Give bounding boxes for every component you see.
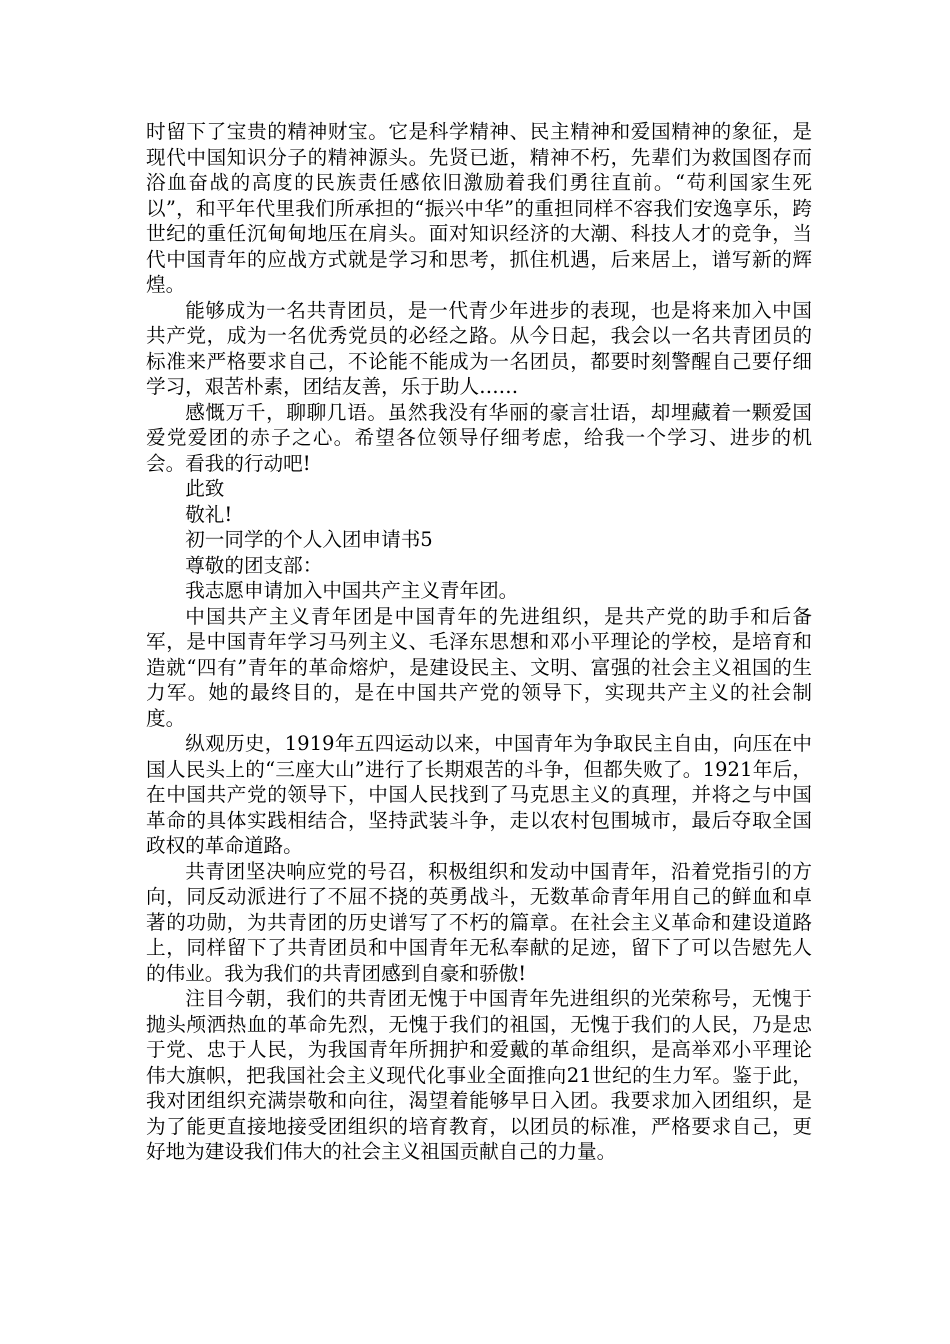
paragraph-conclusion: 感慨万千，聊聊几语。虽然我没有华丽的豪言壮语，却埋藏着一颗爱国爱党爱团的赤子之心。希望各位领导仔细考虑，给我一个学习、进步的机会。看我的行动吧! bbox=[146, 400, 812, 475]
paragraph-league-intro: 中国共产主义青年团是中国青年的先进组织，是共产党的助手和后备军，是中国青年学习马列主义、毛泽东思想和邓小平理论的学校，是培育和造就“四有”青年的革命熔炉，是建设民主、文明、富强的社会主义祖国的生力军。她的最终目的，是在中国共产党的领导下，实现共产主义的社会制度。 bbox=[146, 604, 812, 730]
closing-cizhi: 此致 bbox=[185, 477, 225, 500]
section-heading: 初一同学的个人入团申请书5 bbox=[185, 528, 433, 551]
salutation: 尊敬的团支部： bbox=[185, 553, 323, 577]
paragraph-commitment: 能够成为一名共青团员，是一代青少年进步的表现，也是将来加入中国共产党，成为一名优秀党员的必经之路。从今日起，我会以一名共青团员的标准来严格要求自己，不论能不能成为一名团员，都要时刻警醒自己要仔细学习，艰苦朴素，团结友善，乐于助人…… bbox=[146, 298, 812, 398]
paragraph-history: 纵观历史，1919年五四运动以来，中国青年为争取民主自由，向压在中国人民头上的“三座大山”进行了长期艰苦的斗争，但都失败了。1921年后，在中国共产党的领导下，中国人民找到了马克思主义的真理，并将之与中国革命的具体实践相结合，坚持武装斗争，走以农村包围城市，最后夺取全国政权的革命道路。 bbox=[146, 732, 812, 857]
document-page bbox=[146, 119, 812, 1165]
paragraph-application: 我志愿申请加入中国共产主义青年团。 bbox=[185, 579, 519, 602]
paragraph-continuation: 时留下了宝贵的精神财宝。它是科学精神、民主精神和爱国精神的象征，是现代中国知识分子的精神源头。先贤已逝，精神不朽，先辈们为救国图存而浴血奋战的高度的民族责任感依旧激励着我们勇往直前。“苟利国家生死以”，和平年代里我们所承担的“振兴中华”的重担同样不容我们安逸享乐，跨世纪的重任沉甸甸地压在肩头。面对知识经济的大潮、科技人才的竞争，当代中国青年的应战方式就是学习和思考，抓住机遇，后来居上，谱写新的辉煌。 bbox=[146, 120, 812, 296]
paragraph-present-day: 注目今朝，我们的共青团无愧于中国青年先进组织的光荣称号，无愧于抛头颅洒热血的革命先烈，无愧于我们的祖国，无愧于我们的人民，乃是忠于党、忠于人民，为我国青年所拥护和爱戴的革命组织，是高举邓小平理论伟大旗帜，把我国社会主义现代化事业全面推向21世纪的生力军。鉴于此，我对团组织充满崇敬和向往，渴望着能够早日入团。我要求加入团组织，是为了能更直接地接受团组织的培育教育，以团员的标准，严格要求自己，更好地为建设我们伟大的社会主义祖国贡献自己的力量。 bbox=[146, 987, 812, 1163]
closing-jingli: 敬礼! bbox=[185, 502, 233, 526]
paragraph-league-struggle: 共青团坚决响应党的号召，积极组织和发动中国青年，沿着党指引的方向，同反动派进行了不屈不挠的英勇战斗，无数革命青年用自己的鲜血和卓著的功勋，为共青团的历史谱写了不朽的篇章。在社会主义革命和建设道路上，同样留下了共青团员和中国青年无私奉献的足迹，留下了可以告慰先人的伟业。我为我们的共青团感到自豪和骄傲! bbox=[146, 859, 812, 985]
